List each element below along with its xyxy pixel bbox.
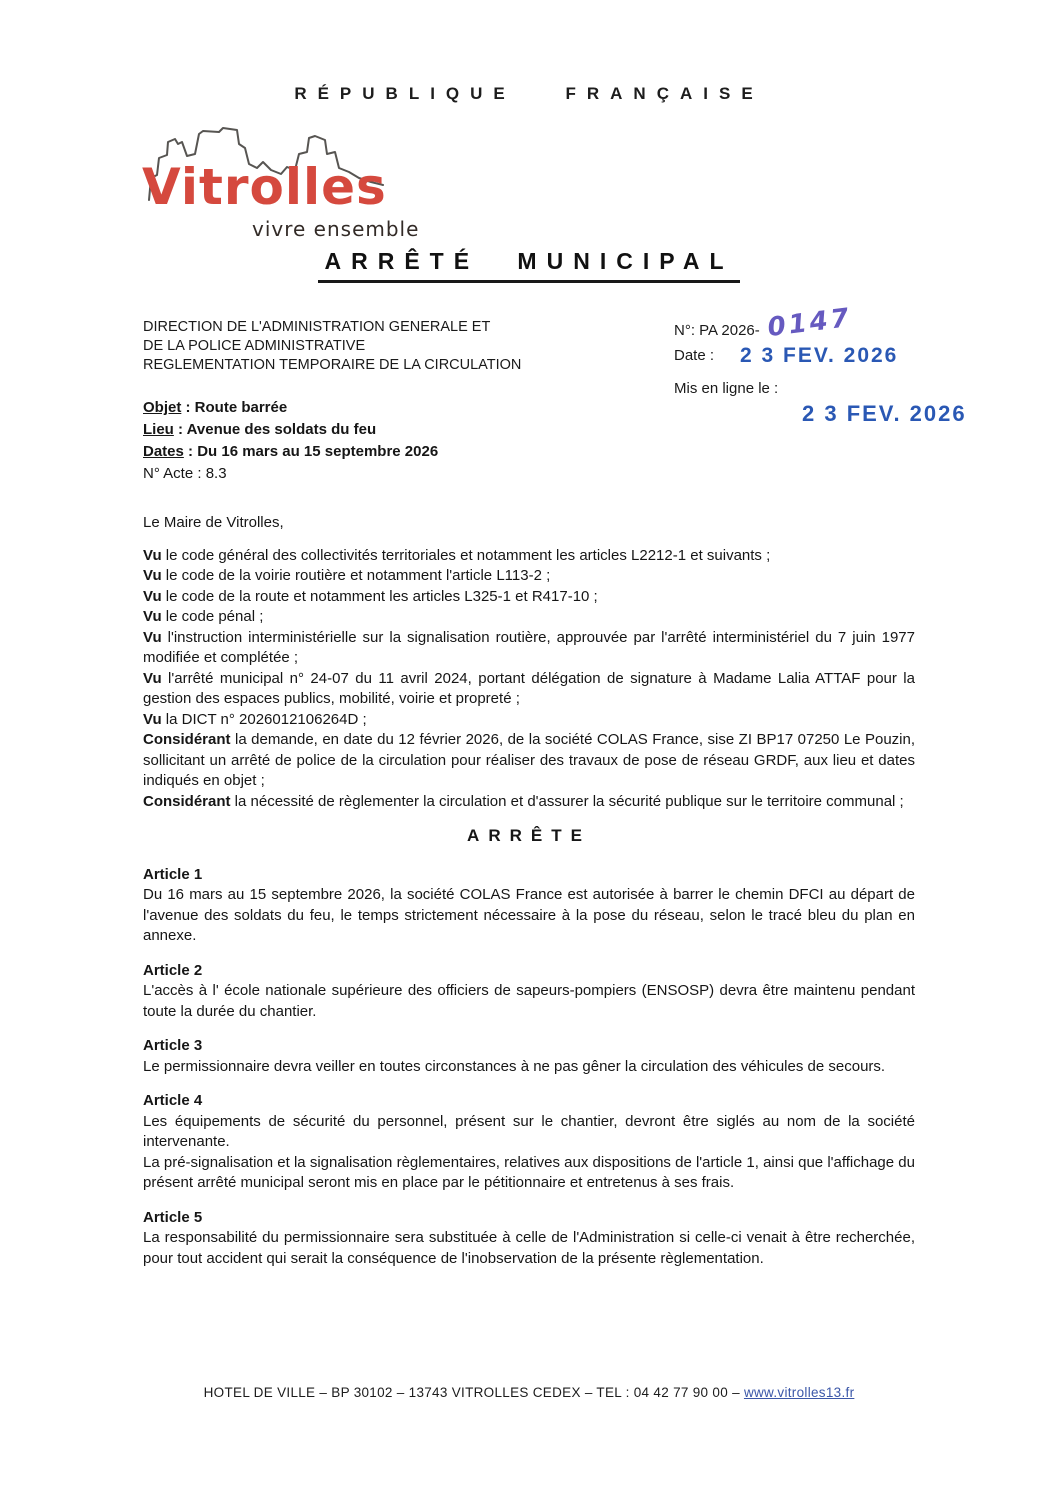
article-text: Le permissionnaire devra veiller en toutes circonstances à ne pas gêner la circulation des véhicules de secours.	[143, 1057, 886, 1075]
online-stamp: 2 3 FEV. 2026	[802, 401, 967, 426]
article-5	[143, 1208, 915, 1270]
recital: Considérant la nécessité de règlementer la circulation et d'assurer la sécurité publique sur le territoire communal ;	[143, 792, 904, 810]
objet-line: Objet : Route barrée	[143, 399, 288, 416]
recital: Vu l'instruction interministérielle sur la signalisation routière, approuvée par l'arrêté interministériel du 7 juin 1977 modifiée et complétée ;	[143, 628, 915, 666]
article-title: Article 5	[143, 1208, 203, 1226]
meta-block	[674, 303, 984, 427]
direction-line: REGLEMENTATION TEMPORAIRE DE LA CIRCULATION	[143, 357, 522, 373]
online-label: Mis en ligne le :	[674, 380, 779, 397]
numero-line	[674, 303, 984, 344]
numero-handwritten-value: 0147	[765, 303, 854, 344]
logo-tagline: vivre ensemble	[252, 217, 420, 241]
footer	[0, 1385, 1058, 1400]
direction-block	[143, 318, 613, 375]
vitrolles-logo	[140, 122, 440, 241]
lieu-line: Lieu : Avenue des soldats du feu	[143, 421, 377, 438]
article-title: Article 1	[143, 865, 203, 883]
recital: Vu le code général des collectivités territoriales et notamment les articles L2212-1 et suivants ;	[143, 546, 771, 564]
subject-block	[143, 397, 643, 485]
salutation: Le Maire de Vitrolles,	[143, 514, 284, 531]
recital: Vu le code de la route et notamment les articles L325-1 et R417-10 ;	[143, 587, 598, 605]
date-stamp: 2 3 FEV. 2026	[740, 344, 899, 367]
article-4	[143, 1091, 915, 1194]
recital: Vu la DICT n° 2026012106264D ;	[143, 710, 367, 728]
recital: Vu l'arrêté municipal n° 24-07 du 11 avril 2024, portant délégation de signature à Madame Lalia ATTAF pour la gestion des espaces publics, mobilité, voirie et propreté ;	[143, 669, 915, 707]
article-text: La pré-signalisation et la signalisation règlementaires, relatives aux dispositions de l'article 1, ainsi que l'affichage du présent arrêté municipal seront mis en place par le pétitionnaire et entretenus à ses frais.	[143, 1153, 915, 1191]
direction-line: DIRECTION DE L'ADMINISTRATION GENERALE ET	[143, 319, 491, 335]
document-title: ARRÊTÉ MUNICIPAL	[318, 248, 739, 283]
article-title: Article 3	[143, 1037, 203, 1054]
document-body	[143, 513, 915, 1283]
footer-text: HOTEL DE VILLE – BP 30102 – 13743 VITROLLES CEDEX – TEL : 04 42 77 90 00 –	[203, 1385, 744, 1400]
article-title: Article 2	[143, 961, 203, 979]
date-label: Date :	[674, 347, 715, 364]
dates-line: Dates : Du 16 mars au 15 septembre 2026	[143, 443, 439, 460]
recitals-block	[143, 546, 915, 813]
article-text: Du 16 mars au 15 septembre 2026, la société COLAS France est autorisée à barrer le chemin DFCI au départ de l'avenue des soldats du feu, le temps strictement nécessaire à la pose du réseau, selon le tracé bleu du plan en annexe.	[143, 886, 915, 944]
article-3	[143, 1036, 915, 1077]
recital: Vu le code de la voirie routière et notamment l'article L113-2 ;	[143, 567, 551, 584]
footer-link[interactable]: www.vitrolles13.fr	[743, 1385, 855, 1400]
arrete-heading: ARRÊTE	[467, 826, 591, 845]
article-1	[143, 865, 915, 947]
article-text: L'accès à l' école nationale supérieure des officiers de sapeurs-pompiers (ENSOSP) devra être maintenu pendant toute la durée du chantier.	[143, 982, 915, 1020]
recital: Considérant la demande, en date du 12 février 2026, de la société COLAS France, sise ZI BP17 07250 Le Pouzin, sollicitant un arrêté de police de la circulation pour réaliser des travaux de pose de réseau GRDF, aux lieu et dates indiqués en objet ;	[143, 731, 915, 789]
article-text: La responsabilité du permissionnaire sera substituée à celle de l'Administration si celle-ci venait à être recherchée, pour tout accident qui serait la conséquence de l'inobservation de la présente règlementation.	[143, 1229, 915, 1267]
article-2	[143, 961, 915, 1023]
direction-line: DE LA POLICE ADMINISTRATIVE	[143, 338, 366, 354]
numero-label: N°: PA 2026-	[674, 322, 760, 339]
republique-heading: RÉPUBLIQUE FRANÇAISE	[294, 84, 764, 103]
acte-line: N° Acte : 8.3	[143, 465, 227, 482]
date-line	[674, 342, 984, 366]
article-title: Article 4	[143, 1092, 203, 1109]
recital: Vu le code pénal ;	[143, 608, 264, 625]
article-text: Les équipements de sécurité du personnel, présent sur le chantier, devront être siglés au nom de la société intervenante.	[143, 1112, 915, 1150]
logo-wordmark: Vitrolles	[142, 158, 387, 216]
